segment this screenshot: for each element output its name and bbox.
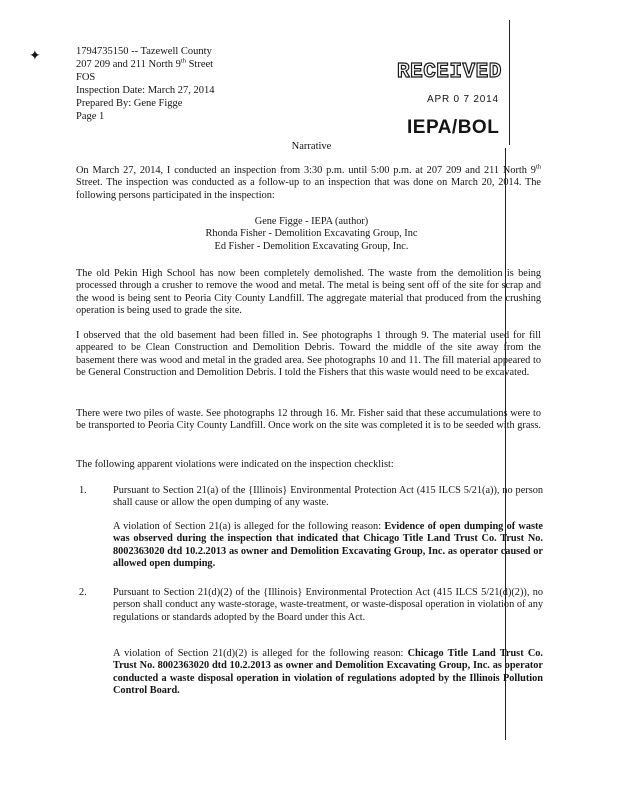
violation-allegation-text: A violation of Section 21(d)(2) is alleged for the following reason:: [113, 648, 408, 659]
corner-mark: ✦: [29, 49, 41, 64]
violation-number: 2.: [79, 587, 87, 598]
received-stamp: RECEIVED: [397, 61, 502, 84]
header-prepared-by: Prepared By: Gene Figge: [76, 97, 183, 109]
violation-rule: Pursuant to Section 21(d)(2) of the {Illinois} Environmental Protection Act (415 ILCS 5/21(d)(2)), no person shall conduct any waste-storage, waste-treatment, or waste-disposal operation in violation of any regulations or standards adopted by the Board under this Act.: [113, 587, 543, 623]
section-title: Narrative: [291, 141, 332, 152]
received-stamp-agency: IEPA/BOL: [407, 117, 500, 138]
intro-text-cont: Street. The inspection was conducted as a follow-up to an inspection that was done on March 20, 2014. The following persons participated in the inspection:: [76, 177, 541, 201]
body-paragraph: The following apparent violations were indicated on the inspection checklist:: [76, 459, 394, 470]
header-address-text: 207 209 and 211 North 9: [76, 58, 181, 70]
participant: Gene Figge - IEPA (author): [254, 216, 369, 227]
violation-allegation-text: A violation of Section 21(a) is alleged for the following reason:: [113, 521, 385, 532]
intro-sup: th: [535, 163, 541, 171]
document-header: [76, 46, 215, 123]
participants-list: [0, 216, 623, 253]
participant: Rhonda Fisher - Demolition Excavating Group, Inc: [205, 228, 418, 240]
body-paragraph: The old Pekin High School has now been completely demolished. The waste from the demolition is being processed through a crusher to remove the wood and metal. The metal is being sent off of the site for scrap and the wood is being sent to Peoria City County Landfill. The aggregate material that produced from the crushing operation is being used to grade the site.: [76, 268, 541, 316]
intro-text: On March 27, 2014, I conducted an inspection from 3:30 p.m. until 5:00 p.m. at 207 209 and 211 North 9: [76, 165, 536, 176]
violation-rule: Pursuant to Section 21(a) of the {Illinois} Environmental Protection Act (415 ILCS 5/21(a)), no person shall cause or allow the open dumping of any waste.: [113, 485, 543, 509]
header-address-sup: th: [180, 57, 186, 65]
body-paragraph: I observed that the old basement had been filled in. See photographs 1 through 9. The material used for fill appeared to be Clean Construction and Demolition Debris. Toward the middle of the site away from the basement there was wood and metal in the graded area. See photographs 10 and 11. The fill material appeared to be General Construction and Demolition Debris. I told the Fishers that this waste would need to be excavated.: [76, 330, 541, 378]
violation-allegation-bold: Chicago Title Land Trust Co. Trust No. 8002363020 dtd 10.2.2013 as owner and Demolition Excavating Group, Inc. as operator conducted a waste disposal operation in violation of regulations adopted by the Illinois Pollution Control Board.: [113, 648, 543, 696]
body-paragraph: There were two piles of waste. See photographs 12 through 16. Mr. Fisher said that these accumulations were to be transported to Peoria City County Landfill. Once work on the site was completed it is to be seeded with grass.: [76, 408, 541, 432]
header-address-suffix: Street: [185, 58, 214, 70]
header-page-number: Page 1: [76, 110, 105, 122]
header-inspection-date: Inspection Date: March 27, 2014: [76, 84, 215, 96]
intro-paragraph: [76, 165, 541, 202]
header-program: FOS: [76, 71, 96, 83]
scan-line-artifact: [509, 20, 510, 145]
header-site-id: 1794735150 -- Tazewell County: [76, 46, 212, 57]
header-address: [76, 59, 215, 72]
participant: Ed Fisher - Demolition Excavating Group, Inc.: [214, 240, 409, 252]
violation-allegation-bold: Evidence of open dumping of waste was observed during the inspection that indicated that Chicago Title Land Trust Co. Trust No. 8002363020 dtd 10.2.2013 as owner and Demolition Excavating Group, Inc. as operator caused or allowed open dumping.: [113, 521, 543, 569]
violation-allegation: [113, 648, 543, 697]
violation-number: 1.: [79, 485, 87, 496]
violation-allegation: [113, 521, 543, 570]
received-stamp-date: APR 0 7 2014: [427, 94, 499, 105]
